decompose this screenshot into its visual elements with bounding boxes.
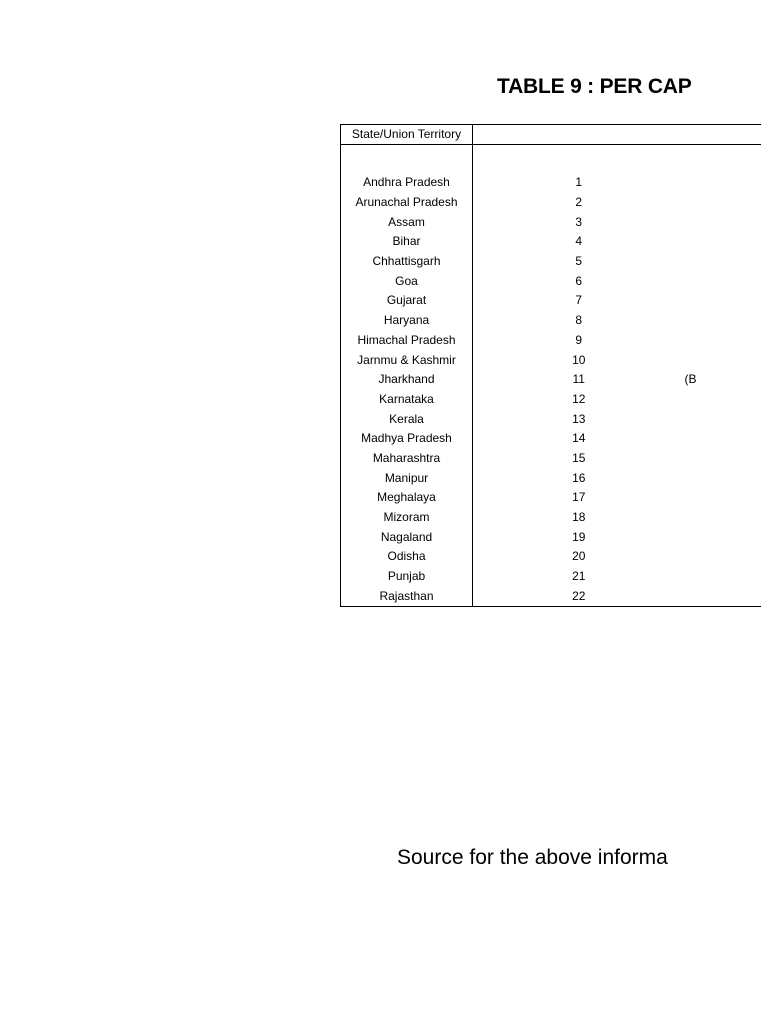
state-name-cell: Nagaland — [341, 527, 473, 547]
state-name-cell: Manipur — [341, 468, 473, 488]
value-cell — [685, 429, 761, 449]
table-row — [341, 429, 761, 449]
serial-number-cell: 9 — [575, 332, 583, 347]
table-row — [341, 527, 761, 547]
value-cell: (B — [684, 372, 697, 387]
table-row — [341, 212, 761, 232]
table-row — [341, 547, 761, 567]
value-cell — [685, 311, 761, 331]
table-row — [341, 291, 761, 311]
state-name-cell: Arunachal Pradesh — [341, 193, 473, 213]
source-note: Source for the above informa — [397, 846, 668, 869]
value-cell — [685, 173, 761, 193]
serial-number-cell: 16 — [572, 470, 586, 485]
serial-number-cell: 2 — [575, 195, 583, 210]
serial-number-cell: 22 — [473, 586, 685, 606]
value-cell — [685, 331, 761, 351]
value-cell — [685, 468, 761, 488]
value-cell — [685, 193, 761, 213]
serial-number-cell: 20 — [572, 549, 586, 564]
state-name-cell: Goa — [341, 271, 473, 291]
table-row — [341, 370, 761, 390]
table-row — [341, 586, 761, 606]
serial-number-cell: 21 — [572, 569, 586, 584]
state-name-cell: Gujarat — [341, 291, 473, 311]
spacer-cell — [685, 145, 761, 174]
value-cell — [685, 212, 761, 232]
state-name-cell: Mizoram — [341, 508, 473, 528]
serial-number-cell: 5 — [575, 254, 583, 269]
table-row — [341, 252, 761, 272]
serial-number-cell: 7 — [575, 293, 583, 308]
serial-number-cell: 1 — [575, 175, 583, 190]
serial-number-cell: 12 — [572, 391, 586, 406]
serial-number-cell: 3 — [575, 214, 583, 229]
serial-number-cell: 19 — [572, 529, 586, 544]
table-row — [341, 567, 761, 587]
state-name-cell: Meghalaya — [341, 488, 473, 508]
data-table-container — [340, 124, 697, 603]
table-row — [341, 331, 761, 351]
serial-number-cell: 13 — [572, 411, 586, 426]
state-name-cell: Assam — [341, 212, 473, 232]
state-table — [340, 124, 761, 607]
table-row — [341, 173, 761, 193]
state-name-cell: Jharkhand — [341, 370, 473, 390]
value-cell — [685, 567, 761, 587]
table-row — [341, 468, 761, 488]
state-name-cell: Haryana — [341, 311, 473, 331]
state-name-cell: Jarnmu & Kashmir — [341, 350, 473, 370]
page-title: TABLE 9 : PER CAP — [497, 75, 692, 98]
serial-number-cell: 4 — [575, 234, 583, 249]
state-name-cell: Madhya Pradesh — [341, 429, 473, 449]
value-cell — [685, 547, 761, 567]
column-header-state: State/Union Territory — [341, 125, 473, 145]
state-name-cell: Rajasthan — [341, 586, 473, 606]
state-name-cell: Himachal Pradesh — [341, 331, 473, 351]
table-row — [341, 232, 761, 252]
table-row — [341, 390, 761, 410]
state-name-cell: Punjab — [341, 567, 473, 587]
table-row — [341, 271, 761, 291]
value-cell — [685, 390, 761, 410]
table-header-row — [341, 125, 761, 145]
column-header-3 — [685, 125, 761, 145]
serial-number-cell: 11 — [572, 372, 585, 387]
value-cell — [685, 488, 761, 508]
value-cell — [685, 508, 761, 528]
table-row — [341, 449, 761, 469]
value-cell — [685, 291, 761, 311]
state-name-cell: Chhattisgarh — [341, 252, 473, 272]
value-cell — [685, 527, 761, 547]
state-name-cell: Kerala — [341, 409, 473, 429]
serial-number-cell: 8 — [575, 313, 583, 328]
table-row — [341, 508, 761, 528]
spacer-cell — [341, 145, 473, 174]
table-body — [341, 125, 761, 607]
value-cell — [685, 449, 761, 469]
serial-number-cell: 6 — [575, 273, 583, 288]
table-row — [341, 311, 761, 331]
table-row — [341, 193, 761, 213]
state-name-cell: Bihar — [341, 232, 473, 252]
serial-number-cell: 15 — [572, 450, 586, 465]
value-cell — [685, 232, 761, 252]
value-cell — [685, 586, 761, 606]
serial-number-cell: 10 — [572, 352, 586, 367]
state-name-cell: Odisha — [341, 547, 473, 567]
state-name-cell: Maharashtra — [341, 449, 473, 469]
value-cell — [685, 350, 761, 370]
value-cell — [685, 409, 761, 429]
table-row — [341, 409, 761, 429]
state-name-cell: Andhra Pradesh — [341, 173, 473, 193]
spacer-row — [341, 145, 761, 174]
column-header-2 — [473, 125, 685, 145]
table-row — [341, 350, 761, 370]
table-row — [341, 488, 761, 508]
serial-number-cell: 17 — [572, 490, 586, 505]
state-name-cell: Karnataka — [341, 390, 473, 410]
spacer-cell — [473, 145, 685, 174]
serial-number-cell: 18 — [572, 510, 586, 525]
value-cell — [685, 252, 761, 272]
serial-number-cell: 14 — [572, 431, 586, 446]
value-cell — [685, 271, 761, 291]
